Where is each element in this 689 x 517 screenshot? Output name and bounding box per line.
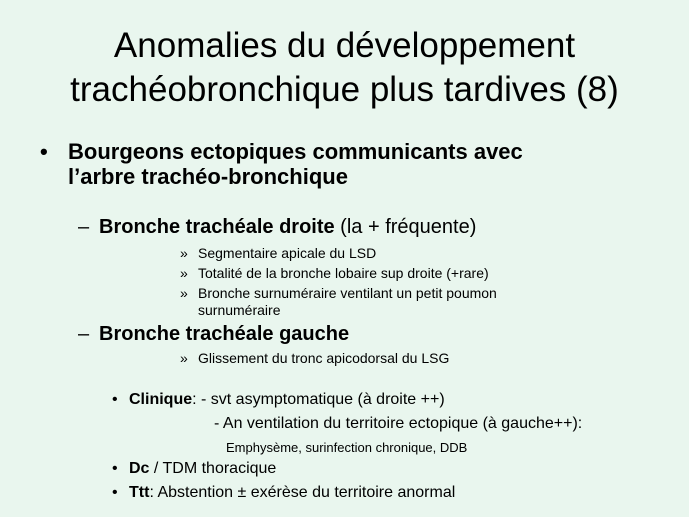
small-bullet-marker: • bbox=[112, 391, 118, 408]
ttt-text: : Abstention ± exérèse du territoire anormal bbox=[149, 484, 456, 501]
title-line-2: trachéobronchique plus tardives (8) bbox=[70, 70, 619, 109]
dc-text: / TDM thoracique bbox=[149, 460, 277, 477]
ttt-line bbox=[129, 483, 455, 503]
sub1-item-continuation: surnuméraire bbox=[198, 302, 281, 318]
dc-line bbox=[129, 459, 276, 479]
dc-label: Dc bbox=[129, 460, 150, 477]
clinique-label: Clinique bbox=[129, 391, 193, 408]
clinique-line2: - An ventilation du territoire ectopique (à gauche++): bbox=[214, 415, 583, 432]
raquo-marker: » bbox=[180, 265, 188, 281]
raquo-marker: » bbox=[180, 350, 188, 366]
bullet1-line2: l’arbre trachéo-bronchique bbox=[68, 164, 348, 189]
sub1-item: Totalité de la bronche lobaire sup droite (+rare) bbox=[198, 265, 489, 281]
raquo-marker: » bbox=[180, 245, 188, 261]
sub1-item: Bronche surnuméraire ventilant un petit poumon bbox=[198, 285, 497, 301]
slide-title bbox=[0, 24, 689, 112]
title-line-1: Anomalies du développement bbox=[113, 26, 576, 65]
small-bullet-marker: • bbox=[112, 484, 118, 501]
sub1-item: Segmentaire apicale du LSD bbox=[198, 245, 377, 261]
dash-marker: – bbox=[78, 323, 90, 345]
small-bullet-marker: • bbox=[112, 460, 118, 477]
bullet-marker: • bbox=[40, 139, 48, 164]
bullet1-line1: Bourgeons ectopiques communicants avec bbox=[68, 139, 523, 164]
clinique-line3: Emphysème, surinfection chronique, DDB bbox=[226, 440, 468, 455]
sub1-normal: (la + fréquente) bbox=[334, 216, 477, 238]
sub2-item: Glissement du tronc apicodorsal du LSG bbox=[198, 350, 450, 366]
raquo-marker: » bbox=[180, 285, 188, 301]
sub2-heading: Bronche trachéale gauche bbox=[99, 323, 350, 345]
sub1-bold: Bronche trachéale droite bbox=[99, 216, 335, 238]
sub1-heading bbox=[99, 215, 476, 239]
dash-marker: – bbox=[78, 216, 90, 238]
clinique-line1 bbox=[129, 390, 445, 410]
ttt-label: Ttt bbox=[129, 484, 150, 501]
clinique-text: : - svt asymptomatique (à droite ++) bbox=[192, 391, 445, 408]
